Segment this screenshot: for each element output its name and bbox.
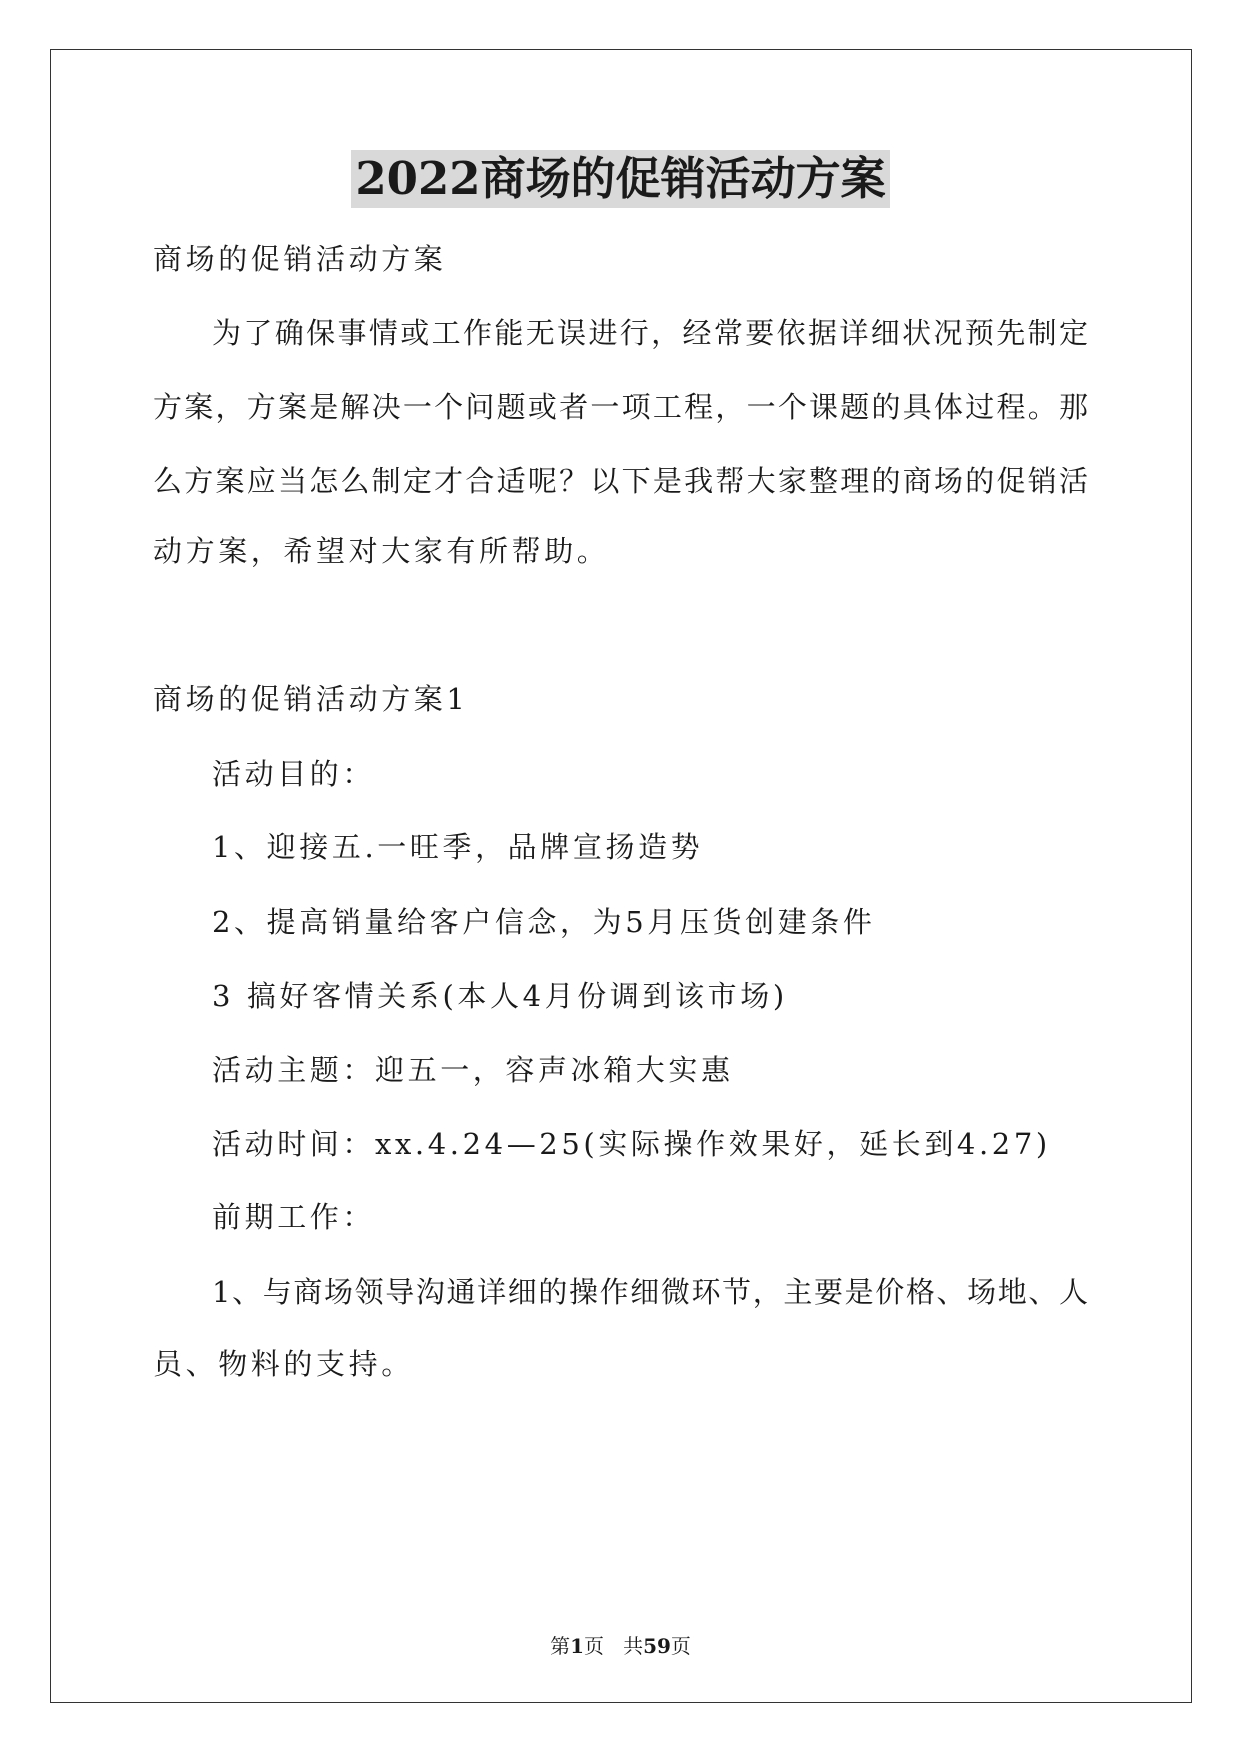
- intro-line-1: 为了确保事情或工作能无误进行，经常要依据详细状况预先制定: [212, 316, 1088, 350]
- section-line-3: 3 搞好客情关系(本人4月份调到该市场): [212, 979, 788, 1013]
- footer-total-suffix: 页: [670, 1634, 691, 1658]
- section-line-time: 活动时间：xx.4.24—25(实际操作效果好，延长到4.27): [212, 1127, 1051, 1161]
- page-footer: [0, 1630, 1241, 1659]
- footer-prefix: 第: [550, 1634, 571, 1658]
- section-line-theme: 活动主题：迎五一，容声冰箱大实惠: [212, 1053, 734, 1087]
- page-border: [50, 49, 1192, 1703]
- footer-total-prefix: 共: [623, 1634, 644, 1658]
- footer-page-suffix: 页: [584, 1634, 604, 1658]
- section-line-prework-1: 1、与商场领导沟通详细的操作细微环节，主要是价格、场地、人: [212, 1275, 1088, 1309]
- section-heading: 商场的促销活动方案1: [153, 682, 469, 716]
- intro-line-2: 方案，方案是解决一个问题或者一项工程，一个课题的具体过程。那: [153, 390, 1088, 424]
- section-line-prework: 前期工作：: [212, 1200, 376, 1234]
- section-line-objective: 活动目的：: [212, 757, 376, 791]
- intro-line-4: 动方案，希望对大家有所帮助。: [153, 534, 610, 568]
- document-title: 2022商场的促销活动方案: [351, 150, 889, 208]
- section-line-prework-1-cont: 员、物料的支持。: [153, 1347, 414, 1381]
- document-subtitle: 商场的促销活动方案: [153, 242, 447, 276]
- title-container: [0, 150, 1241, 208]
- footer-total-pages: 59: [643, 1634, 671, 1658]
- section-line-2: 2、提高销量给客户信念，为5月压货创建条件: [212, 905, 876, 939]
- intro-line-3: 么方案应当怎么制定才合适呢？以下是我帮大家整理的商场的促销活: [153, 464, 1088, 498]
- section-line-1: 1、迎接五.一旺季，品牌宣扬造势: [212, 830, 704, 864]
- footer-page-number: 1: [570, 1634, 584, 1658]
